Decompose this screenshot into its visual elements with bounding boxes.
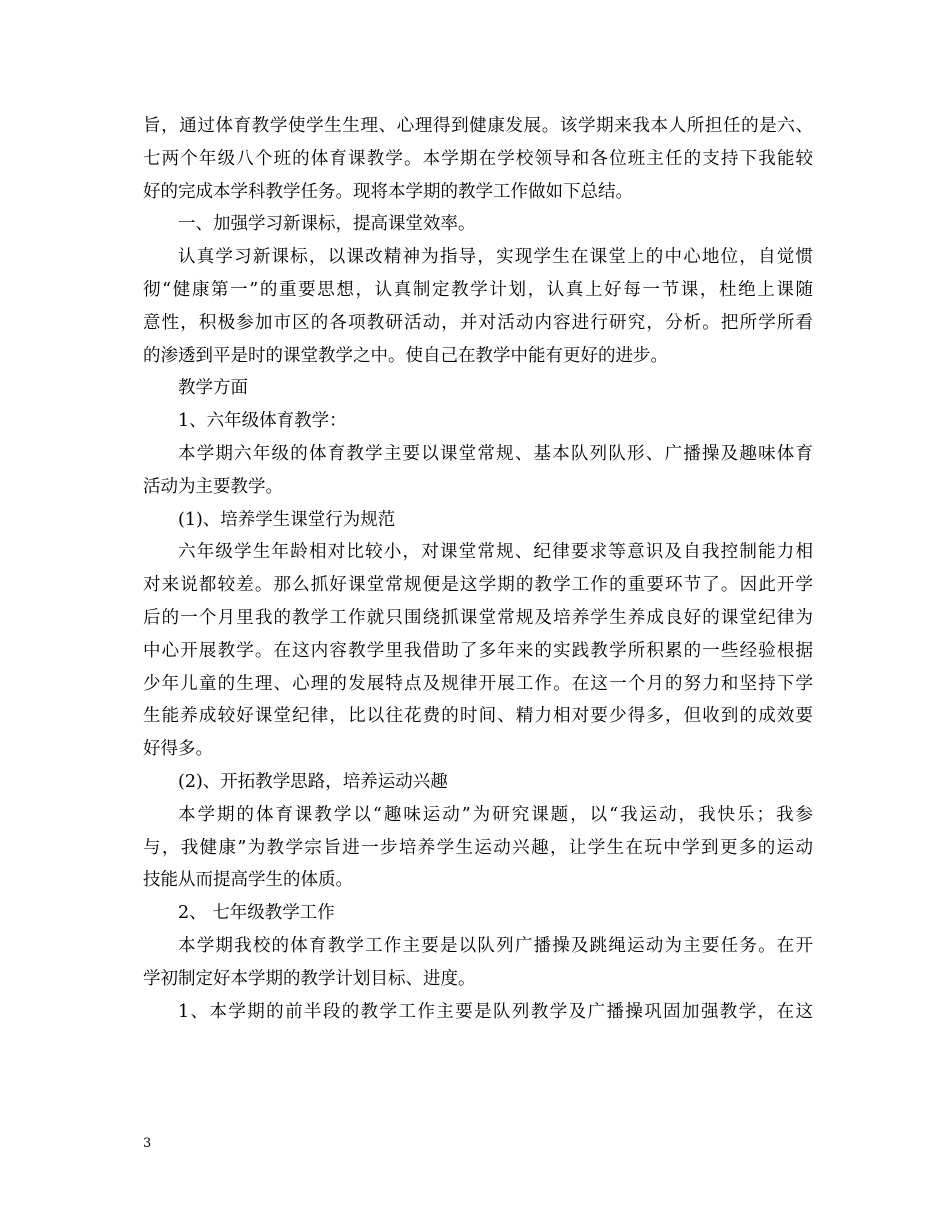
text-line: 彻“健康第一”的重要思想，认真制定教学计划，认真上好每一节课，杜绝上课随 — [143, 279, 813, 300]
text-line: 好的完成本学科教学任务。现将本学期的教学工作做如下总结。 — [143, 181, 633, 202]
text-line: 好得多。 — [143, 739, 213, 760]
text-line: (2)、开拓教学思路，培养运动兴趣 — [178, 771, 448, 792]
text-line: 技能从而提高学生的体质。 — [143, 870, 353, 891]
text-line: 教学方面 — [178, 378, 248, 399]
text-line: 1、六年级体育教学： — [178, 411, 347, 432]
page-number: 3 — [143, 1136, 152, 1151]
text-line: 1、本学期的前半段的教学工作主要是队列教学及广播操巩固加强教学，在这 — [178, 1001, 813, 1022]
document-body — [143, 110, 813, 1028]
text-line: 本学期我校的体育教学工作主要是以队列广播操及跳绳运动为主要任务。在开 — [178, 935, 813, 956]
text-line: 本学期六年级的体育教学主要以课堂常规、基本队列队形、广播操及趣味体育 — [178, 443, 813, 464]
text-line: 意性，积极参加市区的各项教研活动，并对活动内容进行研究，分析。把所学所看 — [143, 312, 813, 333]
text-line: 七两个年级八个班的体育课教学。本学期在学校领导和各位班主任的支持下我能较 — [143, 148, 813, 169]
text-line: 六年级学生年龄相对比较小，对课堂常规、纪律要求等意识及自我控制能力相 — [178, 542, 813, 563]
text-line: 对来说都较差。那么抓好课堂常规便是这学期的教学工作的重要环节了。因此开学 — [143, 575, 813, 596]
text-line: 中心开展教学。在这内容教学里我借助了多年来的实践教学所积累的一些经验根据 — [143, 640, 813, 661]
text-line: 生能养成较好课堂纪律，比以往花费的时间、精力相对要少得多，但收到的成效要 — [143, 706, 813, 727]
text-line: (1)、培养学生课堂行为规范 — [178, 509, 396, 530]
text-line: 少年儿童的生理、心理的发展特点及规律开展工作。在这一个月的努力和坚持下学 — [143, 673, 813, 694]
text-line: 与，我健康”为教学宗旨进一步培养学生运动兴趣，让学生在玩中学到更多的运动 — [143, 837, 813, 858]
text-line: 本学期的体育课教学以“趣味运动”为研究课题，以“我运动，我快乐；我参 — [178, 804, 813, 825]
text-line: 活动为主要教学。 — [143, 476, 283, 497]
text-line: 一、加强学习新课标，提高课堂效率。 — [178, 214, 476, 235]
text-line: 学初制定好本学期的教学计划目标、进度。 — [143, 968, 476, 989]
text-line: 旨，通过体育教学使学生生理、心理得到健康发展。该学期来我本人所担任的是六、 — [143, 116, 813, 136]
text-line: 2、 七年级教学工作 — [178, 903, 335, 924]
text-line: 的渗透到平是时的课堂教学之中。使自己在教学中能有更好的进步。 — [143, 345, 668, 366]
text-line: 后的一个月里我的教学工作就只围绕抓课堂常规及培养学生养成良好的课堂纪律为 — [143, 607, 813, 628]
text-line: 认真学习新课标，以课改精神为指导，实现学生在课堂上的中心地位，自觉惯 — [178, 247, 813, 268]
